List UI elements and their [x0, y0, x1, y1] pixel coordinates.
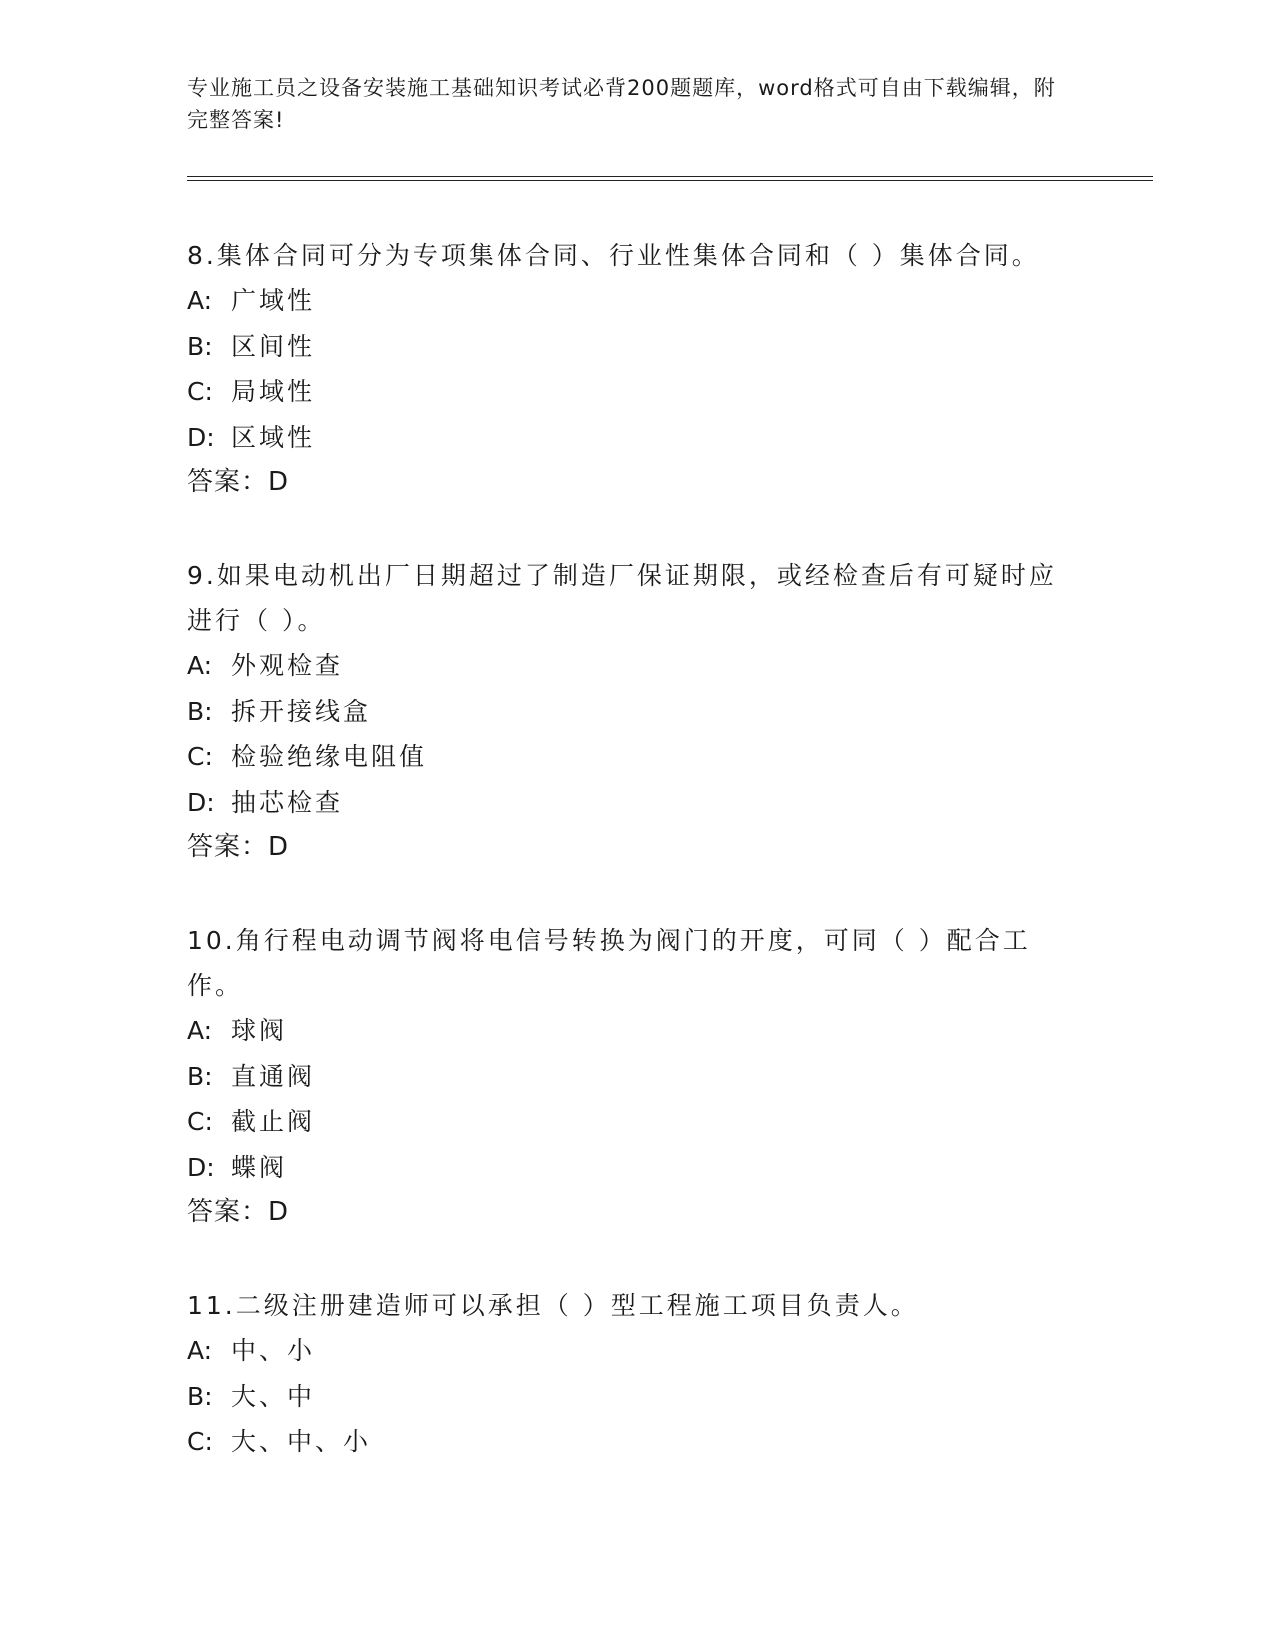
question-stem: 9.如果电动机出厂日期超过了制造厂保证期限，或经检查后有可疑时应进行（ ）。 — [187, 561, 1057, 635]
option-text: 球阀 — [231, 1016, 288, 1045]
option-letter: B: — [187, 331, 213, 361]
question-10 — [187, 918, 1067, 1235]
answer-line: 答案：D — [187, 832, 290, 862]
option-d — [187, 1145, 1067, 1191]
option-text: 拆开接线盒 — [231, 696, 372, 726]
option-letter: B: — [187, 1381, 213, 1411]
option-text: 抽芯检查 — [231, 787, 344, 817]
option-text: 外观检查 — [231, 651, 344, 680]
option-text: 截止阀 — [231, 1107, 316, 1136]
option-text: 大、中、小 — [231, 1427, 372, 1456]
option-c — [187, 734, 1067, 780]
answer-line: 答案：D — [187, 1197, 290, 1227]
question-stem: 8.集体合同可分为专项集体合同、行业性集体合同和（ ）集体合同。 — [187, 241, 1040, 270]
option-text: 广域性 — [231, 286, 316, 315]
option-b — [187, 1374, 1067, 1420]
option-text: 区域性 — [231, 422, 316, 452]
option-letter: C: — [187, 377, 213, 406]
question-stem: 11.二级注册建造师可以承担（ ）型工程施工项目负责人。 — [187, 1291, 919, 1320]
option-letter: A: — [187, 1016, 213, 1045]
option-letter: A: — [187, 286, 213, 315]
option-text: 大、中 — [231, 1381, 316, 1411]
option-c — [187, 1419, 1067, 1465]
option-letter: B: — [187, 1061, 213, 1091]
option-text: 中、小 — [231, 1336, 316, 1365]
question-9 — [187, 553, 1067, 870]
document-header: 专业施工员之设备安装施工基础知识考试必背200题题库，word格式可自由下载编辑，附完整答案! — [187, 76, 1056, 132]
question-list — [187, 233, 1067, 1513]
option-letter: D: — [187, 1152, 215, 1182]
option-a — [187, 1008, 1067, 1054]
option-d — [187, 780, 1067, 826]
option-letter: C: — [187, 742, 213, 771]
option-letter: C: — [187, 1107, 213, 1136]
option-c — [187, 369, 1067, 415]
option-letter: A: — [187, 651, 213, 680]
option-a — [187, 643, 1067, 689]
option-b — [187, 689, 1067, 735]
question-11 — [187, 1283, 1067, 1465]
option-letter: D: — [187, 422, 215, 452]
option-text: 检验绝缘电阻值 — [231, 742, 428, 771]
header-double-rule — [187, 176, 1153, 181]
option-text: 局域性 — [231, 377, 316, 406]
option-c — [187, 1099, 1067, 1145]
option-text: 区间性 — [231, 331, 316, 361]
question-stem: 10.角行程电动调节阀将电信号转换为阀门的开度，可同（ ）配合工作。 — [187, 926, 1031, 1000]
option-b — [187, 324, 1067, 370]
option-letter: D: — [187, 787, 215, 817]
option-a — [187, 1328, 1067, 1374]
option-letter: A: — [187, 1336, 213, 1365]
option-text: 蝶阀 — [231, 1152, 288, 1182]
question-8 — [187, 233, 1067, 505]
answer-line: 答案：D — [187, 467, 290, 497]
option-a — [187, 278, 1067, 324]
option-text: 直通阀 — [231, 1061, 316, 1091]
option-b — [187, 1054, 1067, 1100]
option-letter: B: — [187, 696, 213, 726]
option-letter: C: — [187, 1427, 213, 1456]
option-d — [187, 415, 1067, 461]
